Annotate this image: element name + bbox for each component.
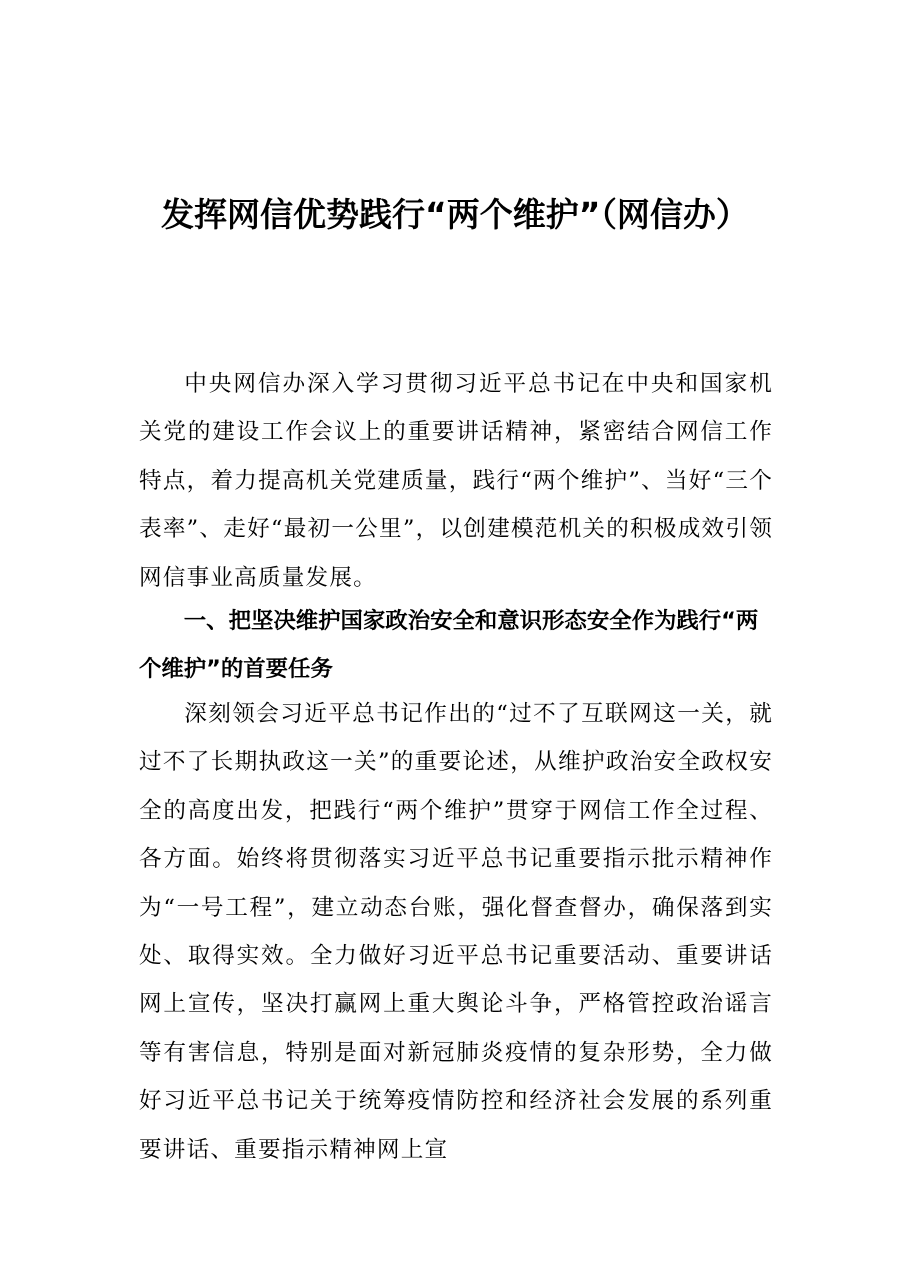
section-1-paragraph: 深刻领会习近平总书记作出的“过不了互联网这一关，就过不了长期执政这一关”的重要论述，从维护政治安全政权安全的高度出发，把践行“两个维护”贯穿于网信工作全过程、各方面。始终将贯彻落实习近平总书记重要指示批示精神作为“一号工程”，建立动态台账，强化督查督办，确保落到实处、取得实效。全力做好习近平总书记重要活动、重要讲话网上宣传，坚决打赢网上重大舆论斗争，严格管控政治谣言等有害信息，特别是面对新冠肺炎疫情的复杂形势，全力做好习近平总书记关于统筹疫情防控和经济社会发展的系列重要讲话、重要指示精神网上宣 — [139, 701, 773, 1163]
section-heading-1: 一、把坚决维护国家政治安全和意识形态安全作为践行“两个维护”的首要任务 — [139, 608, 759, 682]
intro-paragraph: 中央网信办深入学习贯彻习近平总书记在中央和国家机关党的建设工作会议上的重要讲话精神，紧密结合网信工作特点，着力提高机关党建质量，践行“两个维护”、当好“三个表率”、走好“最初一公里”，以创建模范机关的积极成效引领网信事业高质量发展。 — [139, 371, 773, 591]
document-title: 发挥网信优势践行“两个维护”（网信办） — [161, 195, 749, 234]
